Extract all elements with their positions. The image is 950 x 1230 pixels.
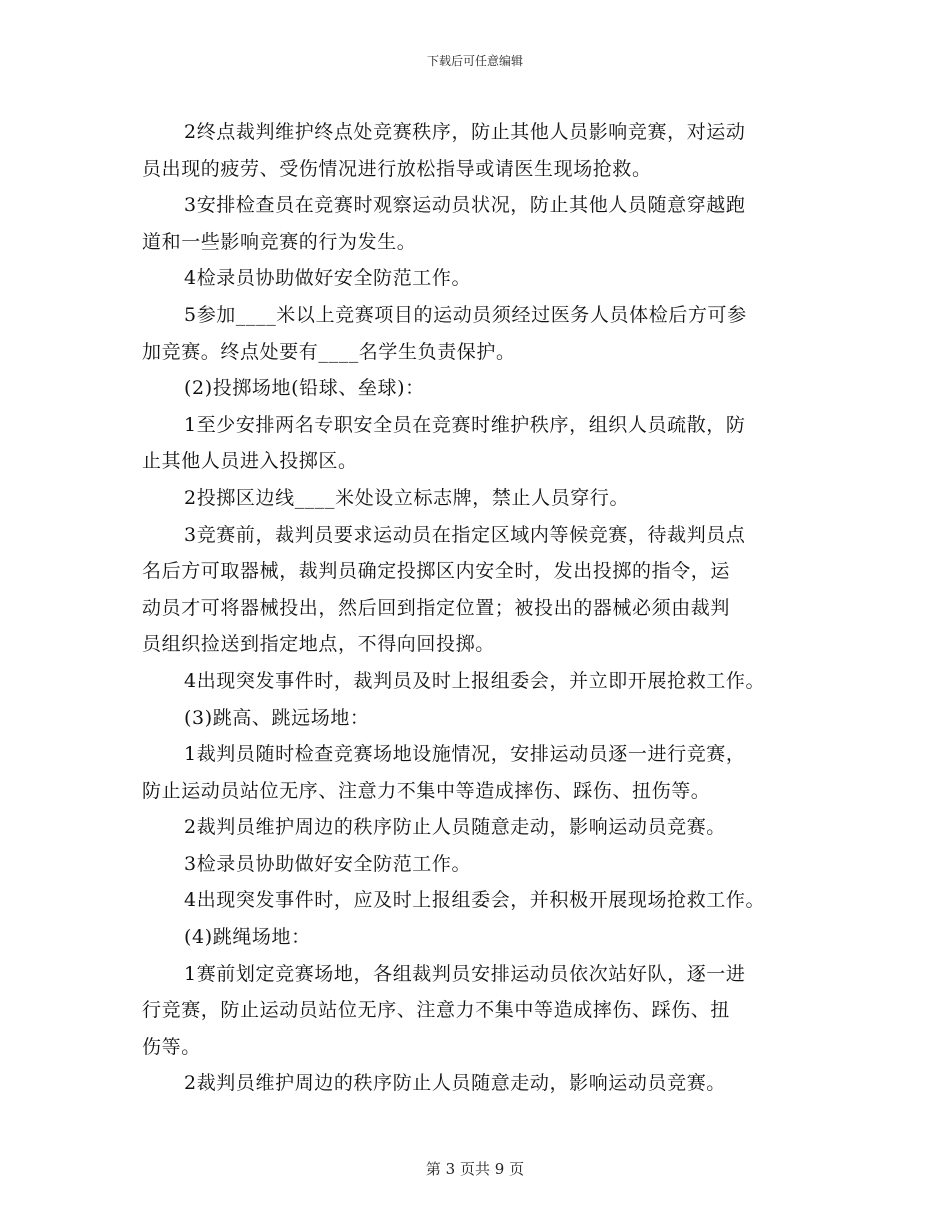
text-line: 4出现突发事件时，应及时上报组委会，并积极开展现场抢救工作。 xyxy=(184,889,766,912)
text-line: 道和一些影响竞赛的行为发生。 xyxy=(142,230,417,253)
text-line: 2裁判员维护周边的秩序防止人员随意走动，影响运动员竞赛。 xyxy=(184,816,726,839)
text-line: (4)跳绳场地： xyxy=(184,926,311,949)
text-line: 加竞赛。终点处要有____名学生负责保护。 xyxy=(142,340,516,363)
text-line: 5参加____米以上竞赛项目的运动员须经过医务人员体检后方可参 xyxy=(184,303,747,326)
text-line: 员组织捡送到指定地点，不得向回投掷。 xyxy=(142,633,495,656)
text-line: (3)跳高、跳远场地： xyxy=(184,706,370,729)
text-line: 1裁判员随时检查竞赛场地设施情况，安排运动员逐一进行竞赛， xyxy=(184,743,746,766)
text-line: 4检录员协助做好安全防范工作。 xyxy=(184,267,472,290)
text-line: 3安排检查员在竞赛时观察运动员状况，防止其他人员随意穿越跑 xyxy=(184,194,746,217)
text-line: 2投掷区边线____米处设立标志牌，禁止人员穿行。 xyxy=(184,486,630,509)
text-line: 4出现突发事件时，裁判员及时上报组委会，并立即开展抢救工作。 xyxy=(184,669,766,692)
text-line: 3竞赛前，裁判员要求运动员在指定区域内等候竞赛，待裁判员点 xyxy=(184,523,746,546)
document-body xyxy=(142,114,832,1102)
text-line: 行竞赛，防止运动员站位无序、注意力不集中等造成摔伤、踩伤、扭 xyxy=(142,999,731,1022)
text-line: 名后方可取器械，裁判员确定投掷区内安全时，发出投掷的指令，运 xyxy=(142,560,731,583)
text-line: 员出现的疲劳、受伤情况进行放松指导或请医生现场抢救。 xyxy=(142,157,652,180)
text-line: 1至少安排两名专职安全员在竞赛时维护秩序，组织人员疏散，防 xyxy=(184,413,746,436)
text-line: 防止运动员站位无序、注意力不集中等造成摔伤、踩伤、扭伤等。 xyxy=(142,779,711,802)
text-line: (2)投掷场地(铅球、垒球)： xyxy=(184,377,425,400)
text-line: 2终点裁判维护终点处竞赛秩序，防止其他人员影响竞赛，对运动 xyxy=(184,121,746,143)
text-line: 动员才可将器械投出，然后回到指定位置；被投出的器械必须由裁判 xyxy=(142,596,731,619)
text-line: 1赛前划定竞赛场地，各组裁判员安排运动员依次站好队，逐一进 xyxy=(184,962,746,985)
text-line: 止其他人员进入投掷区。 xyxy=(142,450,358,473)
text-line: 伤等。 xyxy=(142,1035,201,1058)
text-line: 2裁判员维护周边的秩序防止人员随意走动，影响运动员竞赛。 xyxy=(184,1072,726,1095)
text-line: 3检录员协助做好安全防范工作。 xyxy=(184,852,472,875)
page-number: 第 3 页共 9 页 xyxy=(425,1160,525,1178)
page-header: 下载后可任意编辑 xyxy=(426,54,523,68)
